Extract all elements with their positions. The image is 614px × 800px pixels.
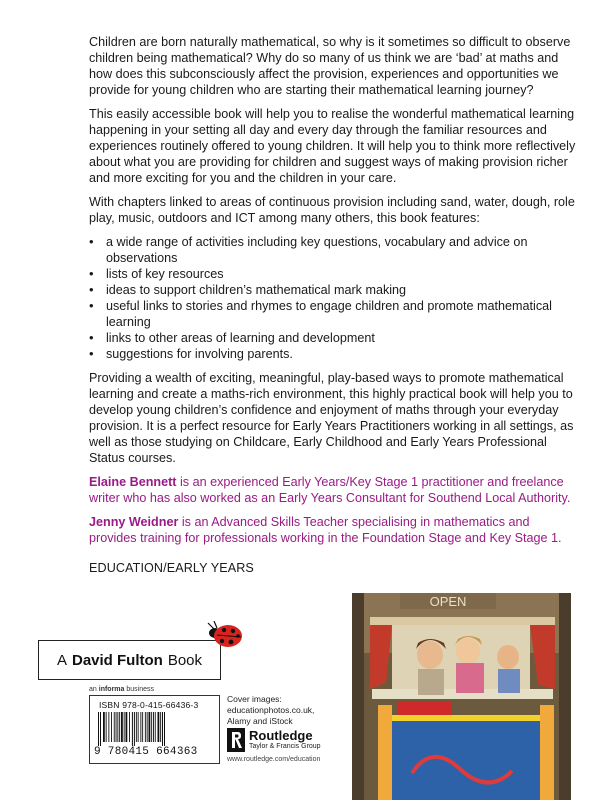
barcode-bar — [164, 712, 165, 746]
publisher-url: www.routledge.com/education — [227, 756, 321, 763]
list-item: • suggestions for involving parents. — [89, 346, 579, 362]
barcode-bar — [155, 712, 156, 742]
credit-line: Alamy and iStock — [227, 716, 293, 726]
photo-sign: OPEN — [429, 594, 467, 609]
imprint-suffix: Book — [167, 651, 203, 669]
informa-label — [89, 686, 154, 693]
list-item: • ideas to support children’s mathematical mark making — [89, 282, 579, 298]
barcode-bar — [117, 712, 118, 742]
author-bio-2 — [89, 514, 579, 546]
routledge-mark-icon — [227, 728, 245, 752]
author-name: Elaine Bennett — [89, 475, 177, 489]
barcode — [89, 695, 220, 764]
publisher-name: Routledge — [249, 728, 313, 743]
publisher-group: Taylor & Francis Group — [249, 743, 321, 750]
list-item: • a wide range of activities including key questions, vocabulary and advice on observations — [89, 234, 579, 266]
credit-line: educationphotos.co.uk, — [227, 705, 315, 715]
barcode-bar — [114, 712, 115, 742]
barcode-bar — [134, 712, 135, 746]
cover-credit — [227, 694, 314, 727]
author-bio-1 — [89, 474, 579, 506]
closing-paragraph: Providing a wealth of exciting, meaningful, play-based ways to promote mathematical learning and create a maths-rich environment, this highly practical book will help you to develop young children’s confidence and enjoyment of maths through your everyday provision. It is a perfect resource for Early Years Practitioners working in all settings, as well as those studying on Childcare, Early Childhood and Early Years Professional Status courses. — [89, 371, 574, 465]
barcode-bars — [98, 712, 210, 746]
informa-name: informa — [98, 686, 125, 693]
features-list — [89, 234, 579, 362]
barcode-bar — [103, 712, 105, 742]
barcode-bar — [145, 712, 146, 742]
barcode-bar — [149, 712, 151, 742]
barcode-bar — [98, 712, 99, 746]
barcode-bar — [116, 712, 117, 742]
barcode-bar — [129, 712, 130, 742]
informa-prefix: an — [89, 686, 97, 693]
blurb-column — [89, 34, 579, 576]
list-item: • useful links to stories and rhymes to engage children and promote mathematical learning — [89, 298, 579, 330]
intro-paragraph: Children are born naturally mathematical, so why is it sometimes so difficult to observe children being mathematical? Why do so many of us think we are ‘bad’ at maths and how does this subconsciously affect the provision, experiences and opportunities we provide for young children who are starting their mathematical learning journey? — [89, 35, 571, 97]
barcode-bar — [147, 712, 148, 742]
ladybird-icon — [200, 621, 246, 651]
barcode-bar — [121, 712, 123, 742]
barcode-bar — [138, 712, 139, 742]
list-item: • links to other areas of learning and development — [89, 330, 579, 346]
imprint-logo — [38, 640, 221, 680]
barcode-digits: 9 780415 664363 — [94, 746, 198, 758]
cover-photo — [352, 593, 571, 800]
description-paragraph: This easily accessible book will help you to realise the wonderful mathematical learning happening in your setting all day and every day through the familiar resources and experiences routinely offered to young children. It will help you to think more reflectively about what you are providing for children and suggest ways of making provision richer and more exciting for you and the children in your care. — [89, 107, 576, 185]
author-bio-text: is an experienced Early Years/Key Stage 1 practitioner and freelance writer who has also worked as an Early Years Consultant for Southend Local Authority. — [89, 475, 571, 505]
informa-suffix: business — [126, 686, 155, 693]
barcode-bar — [140, 712, 141, 742]
barcode-bar — [119, 712, 120, 742]
category-label: EDUCATION/EARLY YEARS — [89, 561, 254, 575]
imprint-prefix: A — [56, 651, 67, 669]
imprint-name: David Fulton — [71, 651, 163, 669]
barcode-bar — [153, 712, 154, 742]
barcode-bar — [126, 712, 128, 742]
barcode-bar — [100, 712, 101, 746]
author-name: Jenny Weidner — [89, 515, 179, 529]
barcode-bar — [136, 712, 137, 742]
barcode-bar — [142, 712, 143, 742]
barcode-bar — [162, 712, 163, 746]
barcode-bar — [158, 712, 160, 742]
barcode-bar — [160, 712, 161, 742]
credit-line: Cover images: — [227, 694, 282, 704]
barcode-bar — [132, 712, 133, 746]
isbn-label: ISBN 978-0-415-66436-3 — [99, 700, 199, 710]
author-bio-text: is an Advanced Skills Teacher specialising in mathematics and provides training for professionals working in the Foundation Stage and Key Stage 1. — [89, 515, 562, 545]
barcode-bar — [124, 712, 125, 742]
barcode-bar — [151, 712, 152, 742]
features-intro: With chapters linked to areas of continuous provision including sand, water, dough, role play, music, outdoors and ICT among many others, this book features: — [89, 195, 575, 225]
barcode-bar — [111, 712, 112, 742]
publisher-logo — [227, 728, 321, 752]
barcode-bar — [108, 712, 109, 742]
barcode-bar — [106, 712, 107, 742]
list-item: • lists of key resources — [89, 266, 579, 282]
